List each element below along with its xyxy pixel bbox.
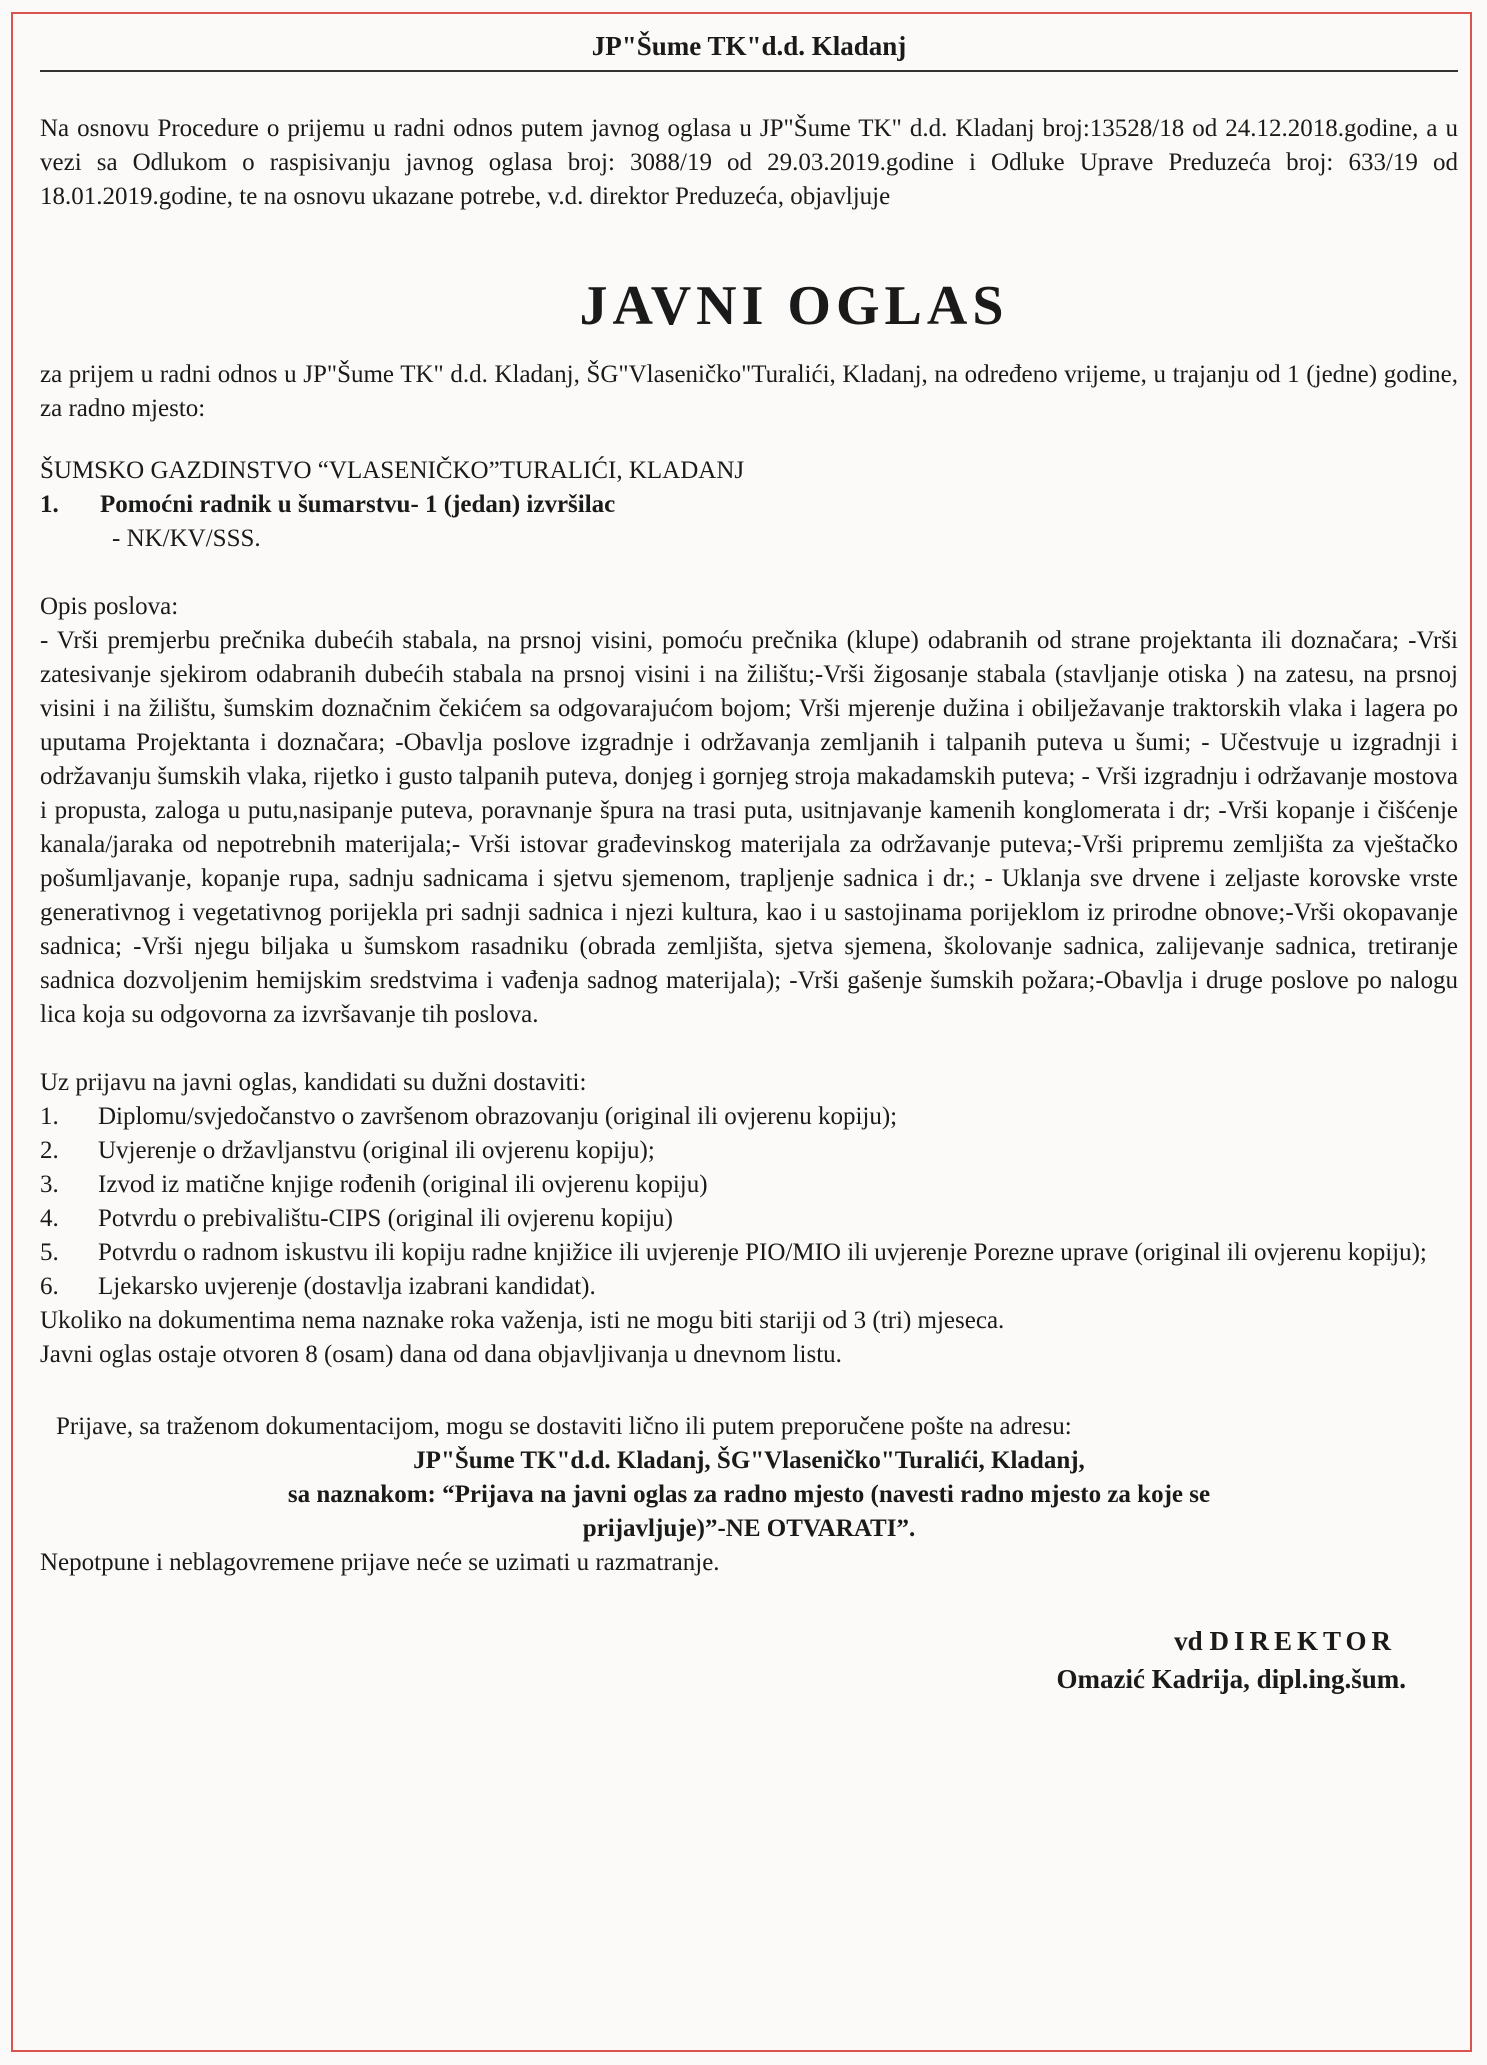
list-item-text: Ljekarsko uvjerenje (dostavlja izabrani kandidat). [98,1273,596,1300]
validity-note: Ukoliko na dokumentima nema naznake roka važenja, isti ne mogu biti stariji od 3 (tri) mjeseca. [40,1307,1005,1334]
signature-name: Omazić Kadrija, dipl.ing.šum. [1056,1664,1406,1694]
application-address: JP"Šume TK"d.d. Kladanj, ŠG"Vlaseničko"Turalići, Kladanj, [413,1447,1085,1474]
list-item-number: 6. [40,1273,59,1300]
list-item-text: Uvjerenje o državljanstvu (original ili ovjerenu kopiju); [98,1137,655,1164]
list-item [40,1168,1458,1202]
envelope-mark-line-1: sa naznakom: “Prijava na javni oglas za radno mjesto (navesti radno mjesto za koje se [287,1481,1211,1508]
list-item [40,1270,1458,1304]
company-header: JP"Šume TK"d.d. Kladanj [591,31,907,61]
list-item-number: 5. [40,1239,59,1266]
list-item-text: Potvrdu o radnom iskustvu ili kopiju radne knjižice ili uvjerenje PIO/MIO ili uvjerenje Porezne uprave (original ili ovjerenu kopiju); [98,1239,1427,1266]
notice-title: JAVNI OGLAS [579,275,1009,337]
list-item-number: 1. [40,1103,59,1130]
signature-prefix: vd [1174,1626,1203,1656]
duties-text: - Vrši premjerbu prečnika dubećih stabala, na prsnoj visini, pomoću prečnika (klupe) odabranih od strane projektanta ili doznačara; -Vrši zatesivanje sjekirom odabranih dubećih stabala na prsnoj visini i na žilištu;-Vrši žigosanje stabala (stavljanje otiska ) na zatesu, na prsnoj visini i na žilištu, šumskim doznačnim čekićem sa odgovarajućom bojom; Vrši mjerenje dužina i obilježavanje traktorskih vlaka i lagera po uputama Projektanta i doznačara; -Obavlja poslove izgradnje i održavanja zemljanih i talpanih puteva u šumi; - Učestvuje u izgradnji i održavanju šumskih vlaka, rijetko i gusto talpanih puteva, donjeg i gornjeg stroja makadamskih puteva; - Vrši izgradnju i održavanje mostova i propusta, zaloga u putu,nasipanje puteva, poravnanje špura na trasi puta, usitnjavanje kamenih konglomerata i dr; -Vrši kopanje i čišćenje kanala/jaraka od nepotrebnih materijala;- Vrši istovar građevinskog materijala za održavanje puteva;-Vrši pripremu zemljišta za vještačko pošumljavanje, kopanje rupa, sadnju sadnicama i sjetvu sjemenom, trapljenje sadnica i dr.; - Uklanja sve drvene i zeljaste korovske vrste generativnog i vegetativnog porijekla pri sadnji sadnica i njezi kultura, kao i u sastojinama porijeklom iz prirodne obnove;-Vrši okopavanje sadnica; -Vrši njegu biljaka u šumskom rasadniku (obrada zemljišta, sjetva sjemena, školovanje sadnica, zalijevanje sadnica, tretiranje sadnica dozvoljenim hemijskim sredstvima i vađenja sadnog materijala); -Vrši gašenje šumskih požara;-Obavlja i druge poslove po nalogu lica koja su odgovorna za izvršavanje tih poslova. [40,627,1458,1028]
list-item-text: Potvrdu o prebivalištu-CIPS (original ili ovjerenu kopiju) [98,1205,673,1232]
signature-role-line [40,1622,1406,1660]
signature-role: DIREKTOR [1209,1626,1396,1656]
header-rule [40,70,1458,72]
position-title: Pomoćni radnik u šumarstvu- 1 (jedan) izvršilac [100,491,616,518]
list-item-number: 3. [40,1171,59,1198]
notice-content [40,28,1458,1698]
documents-list [40,1100,1458,1304]
list-item-number: 2. [40,1137,59,1164]
position-number: 1. [40,491,59,518]
list-item-text: Diplomu/svjedočanstvo o završenom obrazovanju (original ili ovjerenu kopiju); [98,1103,898,1130]
documents-heading: Uz prijavu na javni oglas, kandidati su dužni dostaviti: [40,1069,587,1096]
list-item [40,1236,1458,1270]
list-item-text: Izvod iz matične knjige rođenih (original ili ovjerenu kopiju) [98,1171,708,1198]
signature-block [40,1622,1458,1698]
position-qualification: - NK/KV/SSS. [112,525,261,552]
list-item-number: 4. [40,1205,59,1232]
intro-paragraph: Na osnovu Procedure o prijemu u radni odnos putem javnog oglasa u JP"Šume TK" d.d. Kladanj broj:13528/18 od 24.12.2018.godine, a u vezi sa Odlukom o raspisivanju javnog oglasa broj: 3088/19 od 29.03.2019.godine i Odluke Uprave Preduzeća broj: 633/19 od 18.01.2019.godine, te na osnovu ukazane potrebe, v.d. direktor Preduzeća, objavljuje [40,115,1458,210]
unit-heading: ŠUMSKO GAZDINSTVO “VLASENIČKO”TURALIĆI, KLADANJ [40,457,745,484]
envelope-mark-line-2: prijavljuje)”-NE OTVARATI”. [582,1515,916,1542]
incomplete-applications-note: Nepotpune i neblagovremene prijave neće se uzimati u razmatranje. [40,1549,720,1576]
scope-paragraph: za prijem u radni odnos u JP"Šume TK" d.d. Kladanj, ŠG"Vlaseničko"Turalići, Kladanj, na određeno vrijeme, u trajanju od 1 (jedne) godine, za radno mjesto: [40,361,1458,422]
list-item [40,1134,1458,1168]
duties-heading: Opis poslova: [40,593,179,620]
list-item [40,1100,1458,1134]
open-period-note: Javni oglas ostaje otvoren 8 (osam) dana od dana objavljivanja u dnevnom listu. [40,1341,842,1368]
list-item [40,1202,1458,1236]
position-line [40,488,1458,522]
application-instructions: Prijave, sa traženom dokumentacijom, mogu se dostaviti lično ili putem preporučene pošte na adresu: [56,1413,1072,1440]
